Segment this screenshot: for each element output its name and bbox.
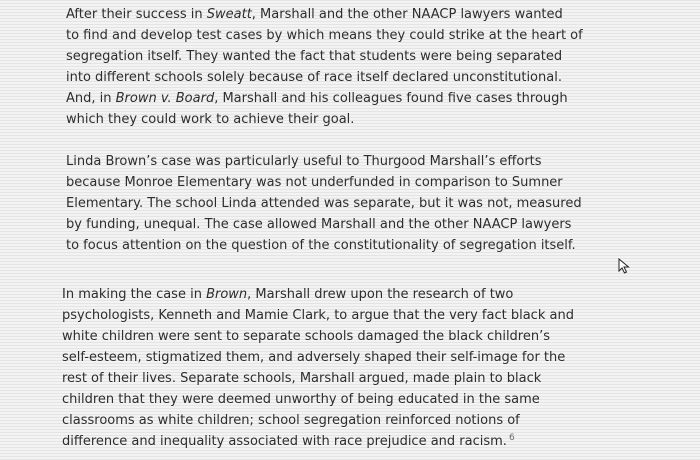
text-segment: , Marshall drew upon the research of two [247,287,514,302]
text-segment: , Marshall and the other NAACP lawyers wanted [251,7,563,22]
text-segment: white children were sent to separate schools damaged the black children’s [62,329,551,344]
footnote-marker[interactable]: 6 [508,432,515,443]
text-line [62,326,574,347]
screen-line [0,282,700,283]
text-segment: self-esteem, stigmatized them, and adversely shaped their self-image for the [62,350,566,365]
screen-line [0,270,700,271]
text-segment: by funding, unequal. The case allowed Marshall and the other NAACP lawyers [66,217,572,232]
mouse-pointer-icon [618,258,632,274]
screen-line [0,138,700,139]
screen-line [0,258,700,259]
text-line [66,172,582,193]
screen-line [0,267,700,268]
text-line [62,410,574,431]
text-line [66,235,582,256]
italic-text: Brown v. Board [115,91,215,106]
screen-line [0,147,700,148]
text-line [66,151,582,172]
paragraph-1 [66,4,583,130]
text-segment: After their success in [66,7,207,22]
text-segment: rest of their lives. Separate schools, Marshall argued, made plain to black [62,371,542,386]
text-segment: which they could work to achieve their goal. [66,112,355,127]
screen-line [0,279,700,280]
screen-line [0,132,700,133]
text-line [62,284,574,305]
screen-line [0,276,700,277]
text-segment: difference and inequality associated with race prejudice and racism. [62,434,507,449]
text-segment: because Monroe Elementary was not underfunded in comparison to Sumner [66,175,563,190]
text-segment: children that they were deemed unworthy of being educated in the same [62,392,540,407]
screen-line [0,273,700,274]
text-line [66,67,583,88]
text-segment: Linda Brown’s case was particularly useful to Thurgood Marshall’s efforts [66,154,542,169]
text-line [66,109,583,130]
text-segment: , Marshall and his colleagues found five cases through [214,91,568,106]
screen-line [0,456,700,457]
screen-line [0,135,700,136]
text-line [62,431,574,452]
text-segment: segregation itself. They wanted the fact that students were being separated [66,49,563,64]
text-segment: Elementary. The school Linda attended was separate, but it was not, measured [66,196,582,211]
text-line [62,305,574,326]
paragraph-3 [62,284,574,452]
screen-line [0,264,700,265]
text-segment: In making the case in [62,287,207,302]
text-segment: to find and develop test cases by which means they could strike at the heart of [66,28,583,43]
italic-text: Brown [206,287,248,302]
text-line [66,4,583,25]
text-line [66,46,583,67]
text-line [66,25,583,46]
screen-line [0,261,700,262]
text-line [66,88,583,109]
text-segment: psychologists, Kenneth and Mamie Clark, to argue that the very fact black and [62,308,574,323]
text-segment: to focus attention on the question of the constitutionality of segregation itself. [66,238,576,253]
text-line [62,389,574,410]
text-segment: And, in [66,91,116,106]
text-line [62,347,574,368]
text-segment: into different schools solely because of race itself declared unconstitutional. [66,70,562,85]
text-line [62,368,574,389]
paragraph-2 [66,151,582,256]
text-segment: classrooms as white children; school segregation reinforced notions of [62,413,520,428]
screen-line [0,0,700,1]
screen-line [0,141,700,142]
screen-line [0,453,700,454]
italic-text: Sweatt [206,7,252,22]
screen-line [0,144,700,145]
text-line [66,193,582,214]
text-line [66,214,582,235]
